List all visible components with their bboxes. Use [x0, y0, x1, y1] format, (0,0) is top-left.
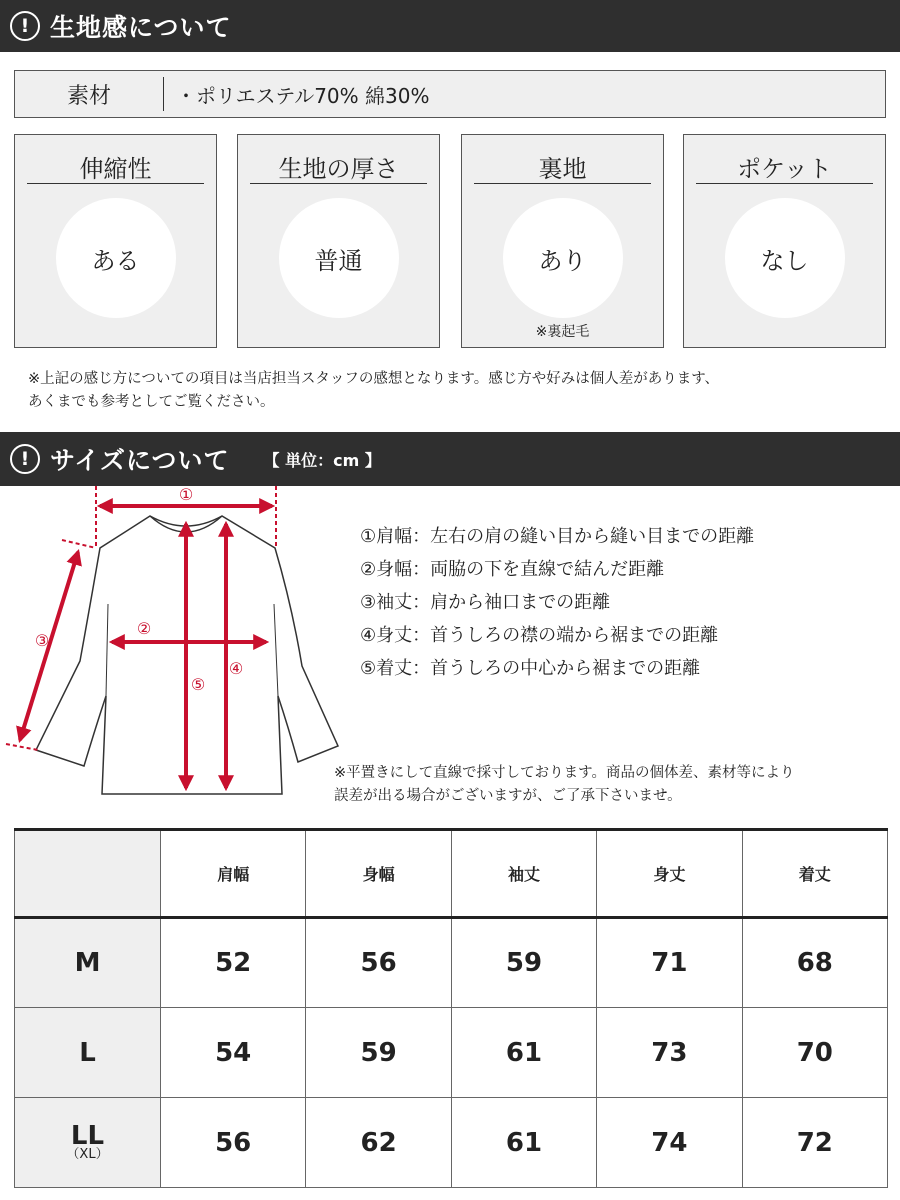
table-row [15, 918, 888, 1008]
measurement-disclaimer-line: ※平置きにして直線で採寸しております。商品の個体差、素材等により [334, 765, 795, 781]
size-label-cell [15, 1008, 161, 1098]
feature-disclaimer-line: あくまでも参考としてご覧ください。 [28, 394, 275, 410]
feature-value: なし [725, 198, 845, 318]
table-cell: 74 [597, 1098, 742, 1188]
feature-disclaimer-line: ※上記の感じ方についての項目は当店担当スタッフの感想となります。感じ方や好みは個人差があります、 [28, 371, 720, 387]
table-cell: 72 [742, 1098, 887, 1188]
size-label: LL [70, 1120, 105, 1151]
table-header-cell: 着丈 [742, 830, 887, 918]
table-row [15, 1098, 888, 1188]
table-cell: 73 [597, 1008, 742, 1098]
feature-box-thickness [237, 134, 440, 348]
size-label-cell [15, 1098, 161, 1188]
measurement-item: ②身幅：両脇の下を直線で結んだ距離 [360, 559, 665, 580]
fabric-section-header [0, 0, 900, 52]
size-table [14, 828, 888, 1188]
sleeve-guide-top [62, 540, 96, 548]
exclamation-icon: ! [10, 444, 40, 474]
table-header-cell: 身幅 [306, 830, 451, 918]
table-cell: 56 [161, 1098, 306, 1188]
table-cell: 68 [742, 918, 887, 1008]
feature-disclaimer [28, 368, 719, 414]
feature-box-stretch [14, 134, 217, 348]
table-cell: 54 [161, 1008, 306, 1098]
table-header-cell: 肩幅 [161, 830, 306, 918]
sleeve-guide-bottom [6, 744, 38, 750]
size-sublabel: （XL） [66, 1146, 109, 1162]
feature-divider [250, 183, 427, 184]
table-header-row [15, 830, 888, 918]
size-label: M [74, 948, 101, 978]
feature-value: あり [503, 198, 623, 318]
feature-note: ※裏起毛 [535, 324, 590, 340]
size-section-title: サイズについて [50, 446, 230, 475]
feature-value: 普通 [279, 198, 399, 318]
diagram-label-5: ⑤ [190, 675, 206, 694]
diagram-label-2: ② [136, 619, 152, 638]
feature-title: 裏地 [538, 155, 587, 183]
feature-divider [27, 183, 204, 184]
feature-divider [474, 183, 651, 184]
feature-box-lining [461, 134, 664, 348]
material-label: 素材 [66, 83, 111, 109]
table-cell: 62 [306, 1098, 451, 1188]
table-cell: 70 [742, 1008, 887, 1098]
exclamation-icon: ! [10, 11, 40, 41]
table-cell: 61 [451, 1008, 596, 1098]
diagram-label-4: ④ [228, 659, 244, 678]
material-row [14, 70, 886, 118]
size-label-cell [15, 918, 161, 1008]
table-corner-cell [15, 830, 161, 918]
measurement-item: ①肩幅：左右の肩の縫い目から縫い目までの距離 [360, 526, 755, 547]
measurement-definitions [360, 520, 754, 685]
measurement-item: ⑤着丈：首うしろの中心から裾までの距離 [360, 658, 701, 679]
table-cell: 59 [306, 1008, 451, 1098]
feature-value: ある [56, 198, 176, 318]
material-value: ・ポリエステル70% 綿30% [176, 83, 430, 108]
feature-title: 伸縮性 [79, 155, 152, 183]
measurement-disclaimer-line: 誤差が出る場合がございますが、ご了承下さいませ。 [334, 788, 682, 804]
table-header-cell: 身丈 [597, 830, 742, 918]
table-header-cell: 袖丈 [451, 830, 596, 918]
feature-box-pocket [683, 134, 886, 348]
feature-title: ポケット [737, 155, 832, 183]
measurement-item: ③袖丈：肩から袖口までの距離 [360, 592, 611, 613]
shirt-measurement-diagram [0, 486, 345, 806]
unit-label: 【 単位：cm 】 [263, 450, 381, 470]
measurement-item: ④身丈：首うしろの襟の端から裾までの距離 [360, 625, 719, 646]
fabric-section-title: 生地感について [50, 13, 232, 42]
feature-divider [696, 183, 873, 184]
measurement-disclaimer [334, 762, 795, 808]
table-cell: 52 [161, 918, 306, 1008]
diagram-label-1: ① [178, 486, 194, 504]
table-cell: 71 [597, 918, 742, 1008]
table-row [15, 1008, 888, 1098]
table-cell: 56 [306, 918, 451, 1008]
feature-title: 生地の厚さ [278, 155, 399, 183]
table-cell: 61 [451, 1098, 596, 1188]
table-cell: 59 [451, 918, 596, 1008]
size-section-header [0, 432, 900, 486]
diagram-label-3: ③ [34, 631, 50, 650]
size-label: L [79, 1037, 96, 1068]
